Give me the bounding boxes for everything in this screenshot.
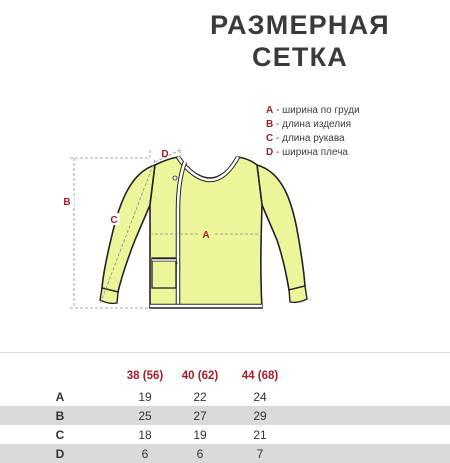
table-header-cell	[0, 359, 120, 387]
row-label: B	[55, 408, 65, 423]
table-cell: 29	[253, 408, 267, 423]
table-cell: 19	[193, 427, 207, 442]
row-label: C	[55, 427, 65, 442]
pocket	[152, 258, 176, 288]
table-spacer	[290, 387, 450, 406]
table-header-cell: 38 (56)	[120, 359, 170, 387]
table-cell: 27	[193, 408, 207, 423]
table-row	[0, 387, 450, 406]
table-cell: 6	[141, 446, 149, 461]
row-label: D	[55, 446, 65, 461]
page-title-line-1: РАЗМЕРНАЯ	[210, 10, 390, 40]
table-spacer	[290, 406, 450, 425]
page-title-line-2: СЕТКА	[252, 42, 348, 72]
size-table	[0, 353, 450, 463]
label-d: D	[161, 149, 169, 160]
table-header-cell: 44 (68)	[230, 359, 290, 387]
table-row	[0, 425, 450, 444]
legend-key: B	[266, 119, 274, 130]
legend-text: - длина рукава	[273, 133, 345, 144]
table-header-spacer	[290, 359, 450, 387]
table-cell: 21	[253, 427, 267, 442]
snap	[173, 176, 177, 180]
table-cell: 7	[256, 446, 264, 461]
table-cell: 24	[253, 389, 267, 404]
table-spacer	[290, 425, 450, 444]
left-sleeve	[102, 165, 155, 292]
legend-text: - длина изделия	[273, 119, 352, 130]
table-cell: 22	[193, 389, 207, 404]
table-spacer	[290, 444, 450, 463]
label-a: A	[202, 230, 210, 241]
legend-key: A	[266, 105, 274, 116]
table-header-cell: 40 (62)	[170, 359, 230, 387]
label-b: B	[63, 197, 71, 208]
table-cell: 18	[138, 427, 152, 442]
table-row	[0, 444, 450, 463]
table-cell: 6	[196, 446, 204, 461]
table-header-row	[0, 359, 450, 387]
right-sleeve	[257, 165, 305, 290]
legend-key: C	[266, 133, 274, 144]
legend-text: - ширина по груди	[273, 105, 360, 116]
table-cell: 25	[138, 408, 152, 423]
legend-key: D	[266, 147, 274, 158]
label-c: C	[110, 215, 118, 226]
table-cell: 19	[138, 389, 152, 404]
legend-text: - ширина плеча	[273, 147, 348, 158]
table-row	[0, 406, 450, 425]
row-label: A	[55, 389, 65, 404]
